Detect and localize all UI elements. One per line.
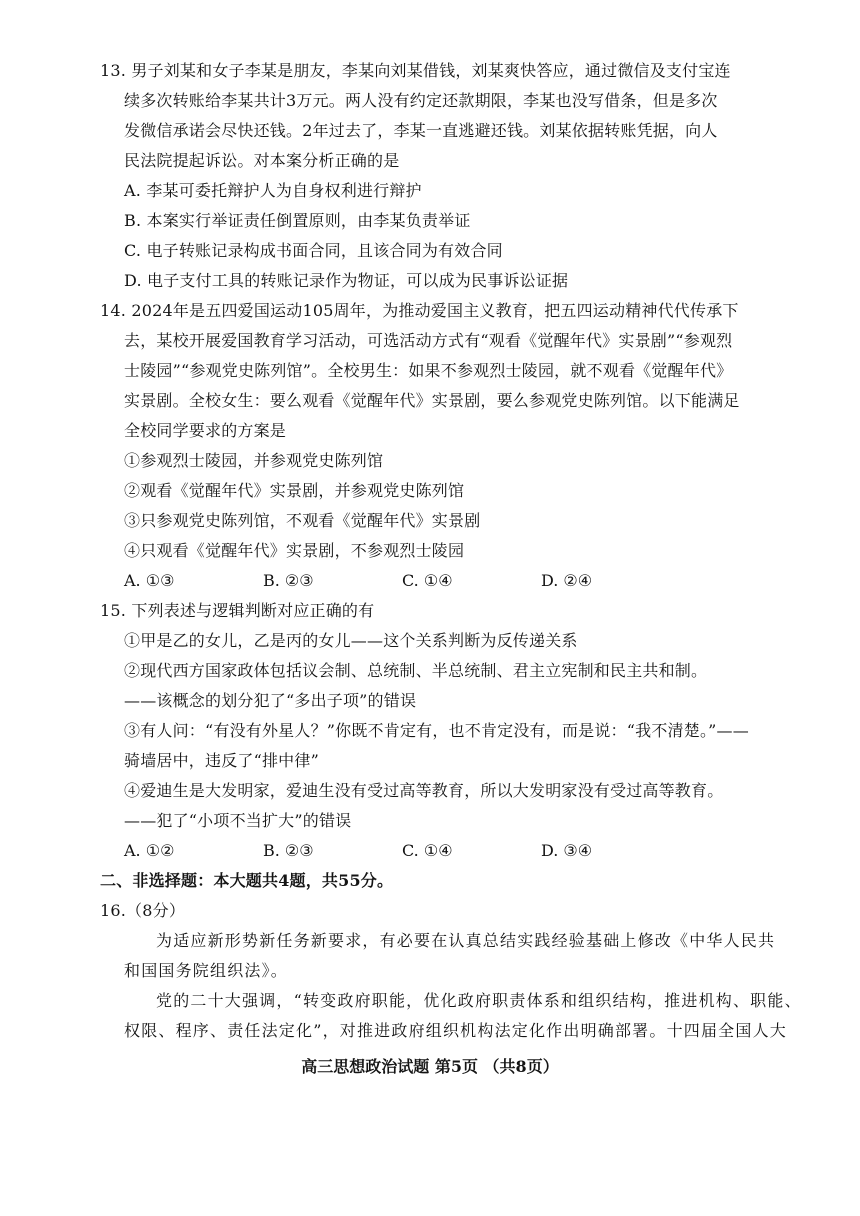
page-content bbox=[100, 56, 802, 1046]
q14-item-2: ②观看《觉醒年代》实景剧，并参观党史陈列馆 bbox=[124, 481, 465, 500]
q13-option-c: C. 电子转账记录构成书面合同，且该合同为有效合同 bbox=[124, 241, 503, 260]
q14-choice-a: A. ①③ bbox=[124, 571, 175, 590]
q14-choice-b: B. ②③ bbox=[263, 571, 314, 590]
q14-stem-line: 14. 2024年是五四爱国运动105周年，为推动爱国主义教育，把五四运动精神代代传承下 bbox=[100, 301, 739, 320]
question-14 bbox=[100, 296, 760, 596]
q14-item-4: ④只观看《觉醒年代》实景剧，不参观烈士陵园 bbox=[124, 541, 465, 560]
q15-choices bbox=[124, 836, 760, 866]
q15-item-line: ②现代西方国家政体包括议会制、总统制、半总统制、君主立宪制和民主共和制。 bbox=[124, 661, 708, 680]
q16-paragraph-line: 为适应新形势新任务新要求，有必要在认真总结实践经验基础上修改《中华人民共 bbox=[156, 931, 776, 950]
section-heading: 二、非选择题：本大题共4题，共55分。 bbox=[100, 871, 394, 890]
q15-item-line: ①甲是乙的女儿，乙是丙的女儿——这个关系判断为反传递关系 bbox=[124, 631, 578, 650]
q14-stem-line: 士陵园”“参观党史陈列馆”。全校男生：如果不参观烈士陵园，就不观看《觉醒年代》 bbox=[124, 361, 733, 380]
q16-paragraph-line: 权限、程序、责任法定化”，对推进政府组织机构法定化作出明确部署。十四届全国人大 bbox=[124, 1021, 787, 1040]
q13-stem-line: 发微信承诺会尽快还钱。2年过去了，李某一直逃避还钱。刘某依据转账凭据，向人 bbox=[124, 121, 718, 140]
q15-choice-a: A. ①② bbox=[124, 841, 175, 860]
q16-paragraph-line: 和国国务院组织法》。 bbox=[124, 961, 289, 980]
q14-stem-line: 全校同学要求的方案是 bbox=[124, 421, 287, 440]
question-16 bbox=[100, 896, 802, 1046]
q14-item-3: ③只参观党史陈列馆，不观看《觉醒年代》实景剧 bbox=[124, 511, 481, 530]
q15-item-line: ④爱迪生是大发明家，爱迪生没有受过高等教育，所以大发明家没有受过高等教育。 bbox=[124, 781, 724, 800]
question-15 bbox=[100, 596, 760, 866]
q15-item-line: ——该概念的划分犯了“多出子项”的错误 bbox=[124, 691, 417, 710]
page-footer: 高三思想政治试题 第5页 （共8页） bbox=[301, 1057, 559, 1076]
q15-item-line: 骑墙居中，违反了“排中律” bbox=[124, 751, 319, 770]
q14-choices bbox=[124, 566, 760, 596]
q15-item-line: ——犯了“小项不当扩大”的错误 bbox=[124, 811, 352, 830]
q15-item-line: ③有人问：“有没有外星人？”你既不肯定有，也不肯定没有，而是说：“我不清楚。”—— bbox=[124, 721, 749, 740]
q13-option-a: A. 李某可委托辩护人为自身权利进行辩护 bbox=[124, 181, 422, 200]
q15-stem: 15. 下列表述与逻辑判断对应正确的有 bbox=[100, 601, 375, 620]
q13-option-b: B. 本案实行举证责任倒置原则，由李某负责举证 bbox=[124, 211, 471, 230]
q13-stem-line: 13. 男子刘某和女子李某是朋友，李某向刘某借钱，刘某爽快答应，通过微信及支付宝连 bbox=[100, 61, 731, 80]
q14-choice-c: C. ①④ bbox=[402, 571, 453, 590]
q16-heading: 16.（8分） bbox=[100, 901, 186, 920]
q14-stem-line: 实景剧。全校女生：要么观看《觉醒年代》实景剧，要么参观党史陈列馆。以下能满足 bbox=[124, 391, 740, 410]
q15-choice-b: B. ②③ bbox=[263, 841, 314, 860]
q13-stem-line: 民法院提起诉讼。对本案分析正确的是 bbox=[124, 151, 400, 170]
q15-choice-d: D. ③④ bbox=[541, 841, 593, 860]
q13-stem-line: 续多次转账给李某共计3万元。两人没有约定还款期限，李某也没写借条，但是多次 bbox=[124, 91, 718, 110]
q14-stem-line: 去，某校开展爱国教育学习活动，可选活动方式有“观看《觉醒年代》实景剧”“参观烈 bbox=[124, 331, 733, 350]
q15-choice-c: C. ①④ bbox=[402, 841, 453, 860]
q14-choice-d: D. ②④ bbox=[541, 571, 593, 590]
q13-option-d: D. 电子支付工具的转账记录作为物证，可以成为民事诉讼证据 bbox=[124, 271, 569, 290]
q16-paragraph-line: 党的二十大强调，“转变政府职能，优化政府职责体系和组织结构，推进机构、职能、 bbox=[156, 991, 802, 1010]
q14-item-1: ①参观烈士陵园，并参观党史陈列馆 bbox=[124, 451, 384, 470]
question-13 bbox=[100, 56, 760, 296]
